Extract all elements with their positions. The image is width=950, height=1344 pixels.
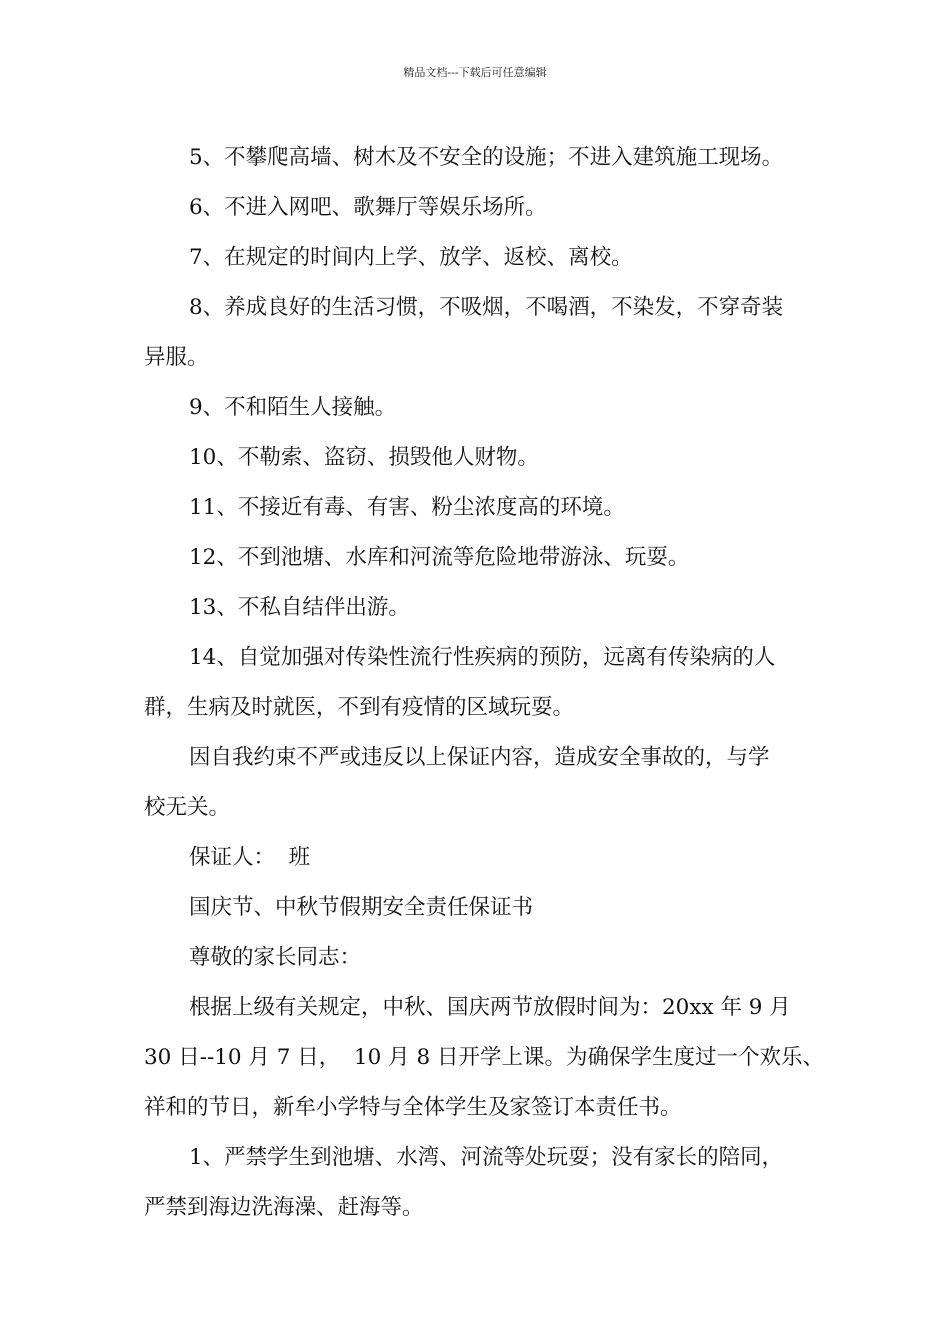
page-header: 精品文档---下载后可任意编辑: [403, 66, 547, 79]
paragraph-item-7: [144, 233, 814, 283]
text-line: 祥和的节日，新牟小学特与全体学生及家签订本责任书。: [144, 1095, 682, 1120]
paragraph-item-9: [144, 383, 814, 433]
text-line: 30 日--10 月 7 日， 10 月 8 日开学上课。为确保学生度过一个欢乐、: [144, 1045, 824, 1070]
paragraph-item-5: [144, 133, 814, 183]
disclaimer-paragraph: [144, 733, 814, 833]
text-line: 6、不进入网吧、歌舞厅等娱乐场所。: [189, 195, 547, 220]
text-line: 12、不到池塘、水库和河流等危险地带游泳、玩耍。: [189, 545, 690, 570]
text-line: 根据上级有关规定，中秋、国庆两节放假时间为：20xx 年 9 月: [189, 995, 791, 1020]
rule-item-1: [144, 1133, 814, 1233]
text-line: 7、在规定的时间内上学、放学、返校、离校。: [189, 245, 633, 270]
text-line: 保证人： 班: [189, 845, 311, 870]
paragraph-item-6: [144, 183, 814, 233]
paragraph-item-13: [144, 583, 814, 633]
text-line: 9、不和陌生人接触。: [189, 395, 397, 420]
text-line: 校无关。: [144, 795, 231, 820]
paragraph-item-8: [144, 283, 814, 383]
text-line: 14、自觉加强对传染性流行性疾病的预防，远离有传染病的人: [189, 645, 776, 670]
paragraph-item-10: [144, 433, 814, 483]
text-line: 严禁到海边洗海澡、赶海等。: [144, 1195, 424, 1220]
text-line: 异服。: [144, 345, 209, 370]
text-line: 尊敬的家长同志：: [189, 945, 362, 970]
text-line: 1、严禁学生到池塘、水湾、河流等处玩耍；没有家长的陪同，: [189, 1145, 784, 1170]
text-line: 11、不接近有毒、有害、粉尘浓度高的环境。: [189, 495, 625, 520]
paragraph-item-14: [144, 633, 814, 733]
paragraph-item-12: [144, 533, 814, 583]
text-line: 群，生病及时就医，不到有疫情的区域玩耍。: [144, 695, 575, 720]
guarantor-line: [144, 833, 814, 883]
salutation: [144, 933, 814, 983]
text-line: 10、不勒索、盗窃、损毁他人财物。: [189, 445, 539, 470]
text-line: 8、养成良好的生活习惯，不吸烟，不喝酒，不染发，不穿奇装: [189, 295, 784, 320]
text-line: 13、不私自结伴出游。: [189, 595, 410, 620]
document-body: [144, 133, 824, 1233]
section-title: [144, 883, 814, 933]
text-line: 国庆节、中秋节假期安全责任保证书: [189, 895, 534, 920]
text-line: 5、不攀爬高墙、树木及不安全的设施；不进入建筑施工现场。: [189, 145, 784, 170]
text-line: 因自我约束不严或违反以上保证内容，造成安全事故的，与学: [189, 745, 770, 770]
notice-paragraph: [144, 983, 824, 1133]
paragraph-item-11: [144, 483, 814, 533]
